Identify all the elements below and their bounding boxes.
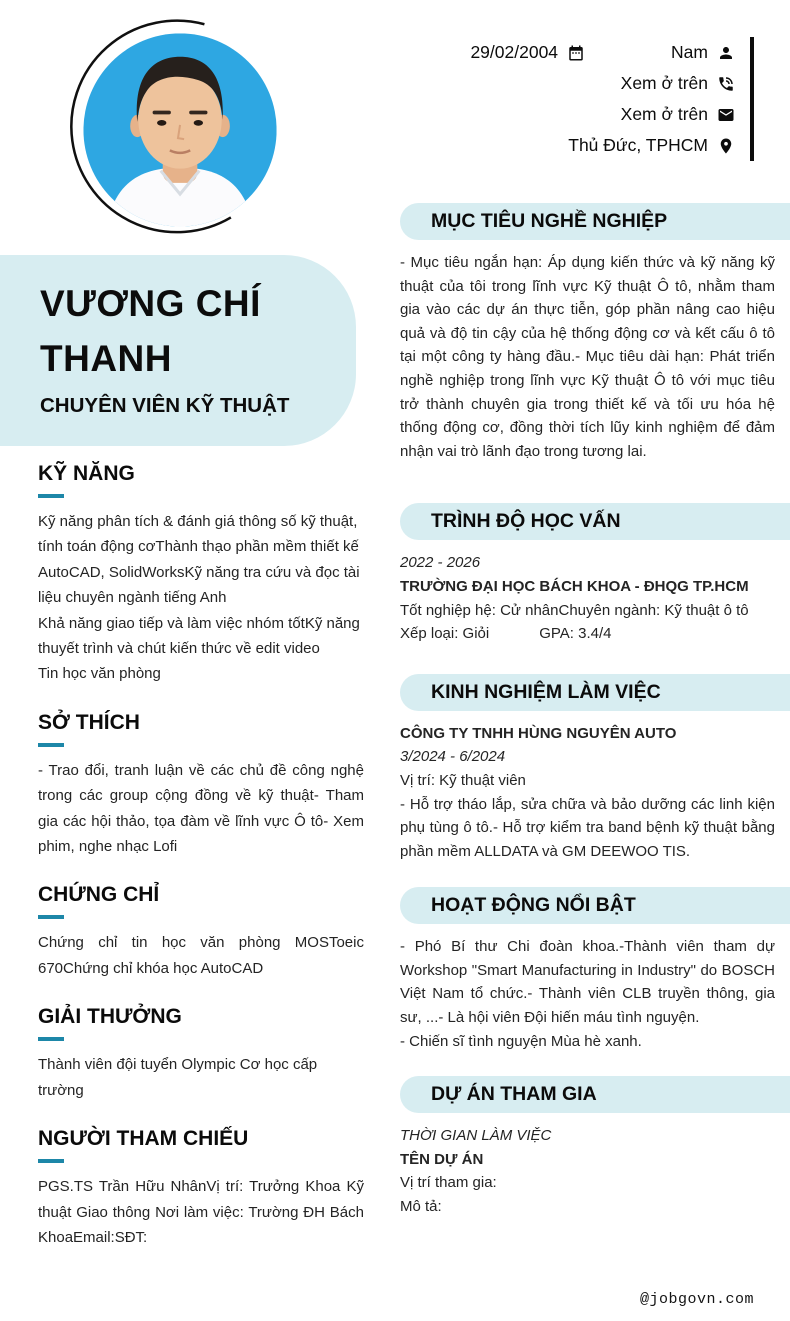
references-paragraph: PGS.TS Trần Hữu NhânVị trí: Trưởng Khoa Kỹ thuật Giao thông Nơi làm việc: Trường ĐH Bách KhoaEmail:SĐT:	[38, 1178, 364, 1246]
education-period: 2022 - 2026	[400, 554, 481, 572]
profile-photo-illustration	[56, 18, 300, 242]
experience-company: CÔNG TY TNHH HÙNG NGUYÊN AUTO	[400, 724, 677, 742]
references-heading: NGƯỜI THAM CHIẾU	[38, 1127, 249, 1151]
phone-icon	[717, 75, 735, 93]
calendar-icon	[567, 44, 585, 62]
section-certificates	[38, 883, 364, 981]
objective-body: - Mục tiêu ngắn hạn: Áp dụng kiến thức và kỹ năng kỹ thuật của tôi trong lĩnh vực Kỹ thuật Ô tô, nhằm tham gia vào các dự án thực tiễn, góp phần nâng cao hiệu quả và độ tin cậy của hệ thống động cơ và kết cấu ô tô tại một công ty hàng đầu.- Mục tiêu dài hạn: Phát triển nghề nghiệp trong lĩnh vực Kỹ thuật Ô tô với mục tiêu trở thành chuyên gia trong thiết kế và tối ưu hóa hệ thống động cơ, đồng thời tích lũy kinh nghiệm để đảm nhận vai trò lãnh đạo trong tương lai.	[400, 254, 775, 460]
section-activities	[400, 887, 790, 1053]
heading-underline	[38, 1037, 64, 1041]
education-rank: Xếp loại: Giỏi	[400, 625, 490, 643]
project-period-label: THỜI GIAN LÀM VIỆC	[400, 1127, 552, 1145]
dob-item	[470, 42, 585, 63]
heading-underline	[38, 1159, 64, 1163]
email-value: Xem ở trên	[620, 104, 708, 124]
activities-heading: HOẠT ĐỘNG NỔI BẬT	[431, 894, 636, 917]
gender-item	[671, 42, 735, 63]
skills-paragraph: Tin học văn phòng	[38, 665, 161, 683]
objective-heading: MỤC TIÊU NGHỀ NGHIỆP	[431, 210, 668, 232]
profile-photo	[56, 18, 300, 242]
experience-position: Vị trí: Kỹ thuật viên	[400, 771, 526, 789]
education-gpa: GPA: 3.4/4	[539, 625, 612, 643]
hobbies-paragraph: - Trao đổi, tranh luận về các chủ đề công nghệ trong các group cộng đồng về kỹ thuật- Tham gia các hội thảo, tọa đàm về lĩnh vực Ô tô- Xem phim, nghe nhạc Lofi	[38, 761, 364, 856]
location-pin-icon	[717, 137, 735, 155]
section-hobbies	[38, 711, 364, 860]
skills-paragraph: Kỹ năng phân tích & đánh giá thông số kỹ thuật, tính toán động cơThành thạo phần mềm thiết kế AutoCAD, SolidWorksKỹ năng tra cứu và đọc tài liệu chuyên ngành tiếng Anh	[38, 513, 360, 607]
heading-underline	[38, 494, 64, 498]
section-objective	[400, 203, 790, 463]
skills-paragraph: Khả năng giao tiếp và làm việc nhóm tốtKỹ năng thuyết trình và chút kiến thức về edit video	[38, 614, 360, 658]
projects-heading: DỰ ÁN THAM GIA	[431, 1083, 597, 1106]
awards-paragraph: Thành viên đội tuyển Olympic Cơ học cấp trường	[38, 1056, 318, 1099]
project-description-label: Mô tả:	[400, 1198, 442, 1216]
right-column	[400, 203, 790, 1219]
experience-header	[400, 674, 790, 711]
section-projects	[400, 1076, 790, 1218]
education-heading: TRÌNH ĐỘ HỌC VẤN	[431, 510, 621, 533]
projects-header	[400, 1076, 790, 1113]
activities-paragraph: - Chiến sĩ tình nguyện Mùa hè xanh.	[400, 1032, 642, 1050]
education-school: TRƯỜNG ĐẠI HỌC BÁCH KHOA - ĐHQG TP.HCM	[400, 577, 749, 595]
certificates-heading: CHỨNG CHỈ	[38, 883, 160, 907]
job-title: CHUYÊN VIÊN KỸ THUẬT	[40, 393, 290, 417]
envelope-icon	[717, 106, 735, 124]
person-icon	[717, 44, 735, 62]
section-skills	[38, 462, 364, 687]
heading-underline	[38, 743, 64, 747]
heading-underline	[38, 915, 64, 919]
address-value: Thủ Đức, TPHCM	[568, 135, 708, 155]
phone-value: Xem ở trên	[620, 73, 708, 93]
experience-heading: KINH NGHIỆM LÀM VIỆC	[431, 680, 661, 703]
objective-header	[400, 203, 790, 240]
section-education	[400, 503, 790, 645]
activities-header	[400, 887, 790, 924]
experience-period: 3/2024 - 6/2024	[400, 748, 506, 766]
section-awards	[38, 1005, 364, 1103]
project-position-label: Vị trí tham gia:	[400, 1174, 497, 1192]
section-experience	[400, 674, 790, 864]
name-block	[0, 255, 356, 446]
education-header	[400, 503, 790, 540]
contact-row-address	[568, 130, 735, 161]
activities-paragraph: - Phó Bí thư Chi đoàn khoa.-Thành viên tham dự Workshop "Smart Manufacturing in Industry" do BOSCH Việt Nam tổ chức.- Thành viên CLB truyền thông, gia sư, ...- Là hội viên Đội hiến máu tình nguyện.	[400, 938, 775, 1027]
contact-block	[470, 37, 754, 161]
gender-value: Nam	[671, 42, 708, 62]
hobbies-heading: SỞ THÍCH	[38, 710, 140, 734]
awards-heading: GIẢI THƯỞNG	[38, 1005, 182, 1029]
contact-row-phone	[621, 68, 735, 99]
contact-row-dob-gender	[470, 37, 735, 68]
education-detail: Tốt nghiệp hệ: Cử nhânChuyên ngành: Kỹ thuật ô tô	[400, 601, 749, 619]
candidate-name: VƯƠNG CHÍ THANH	[40, 283, 261, 379]
project-name-label: TÊN DỰ ÁN	[400, 1150, 484, 1168]
watermark: @jobgovn.com	[640, 1291, 755, 1308]
contact-row-email	[621, 99, 735, 130]
certificates-paragraph: Chứng chỉ tin học văn phòng MOSToeic 670Chứng chỉ khóa học AutoCAD	[38, 934, 364, 977]
dob-value: 29/02/2004	[470, 42, 559, 62]
experience-body: - Hỗ trợ tháo lắp, sửa chữa và bảo dưỡng các linh kiện phụ tùng ô tô.- Hỗ trợ kiểm tra band bệnh kỹ thuật bằng phần mềm ALLDATA và GM DEEWOO TIS.	[400, 795, 775, 860]
left-column	[38, 462, 364, 1274]
skills-heading: KỸ NĂNG	[38, 462, 135, 485]
section-references	[38, 1127, 364, 1250]
